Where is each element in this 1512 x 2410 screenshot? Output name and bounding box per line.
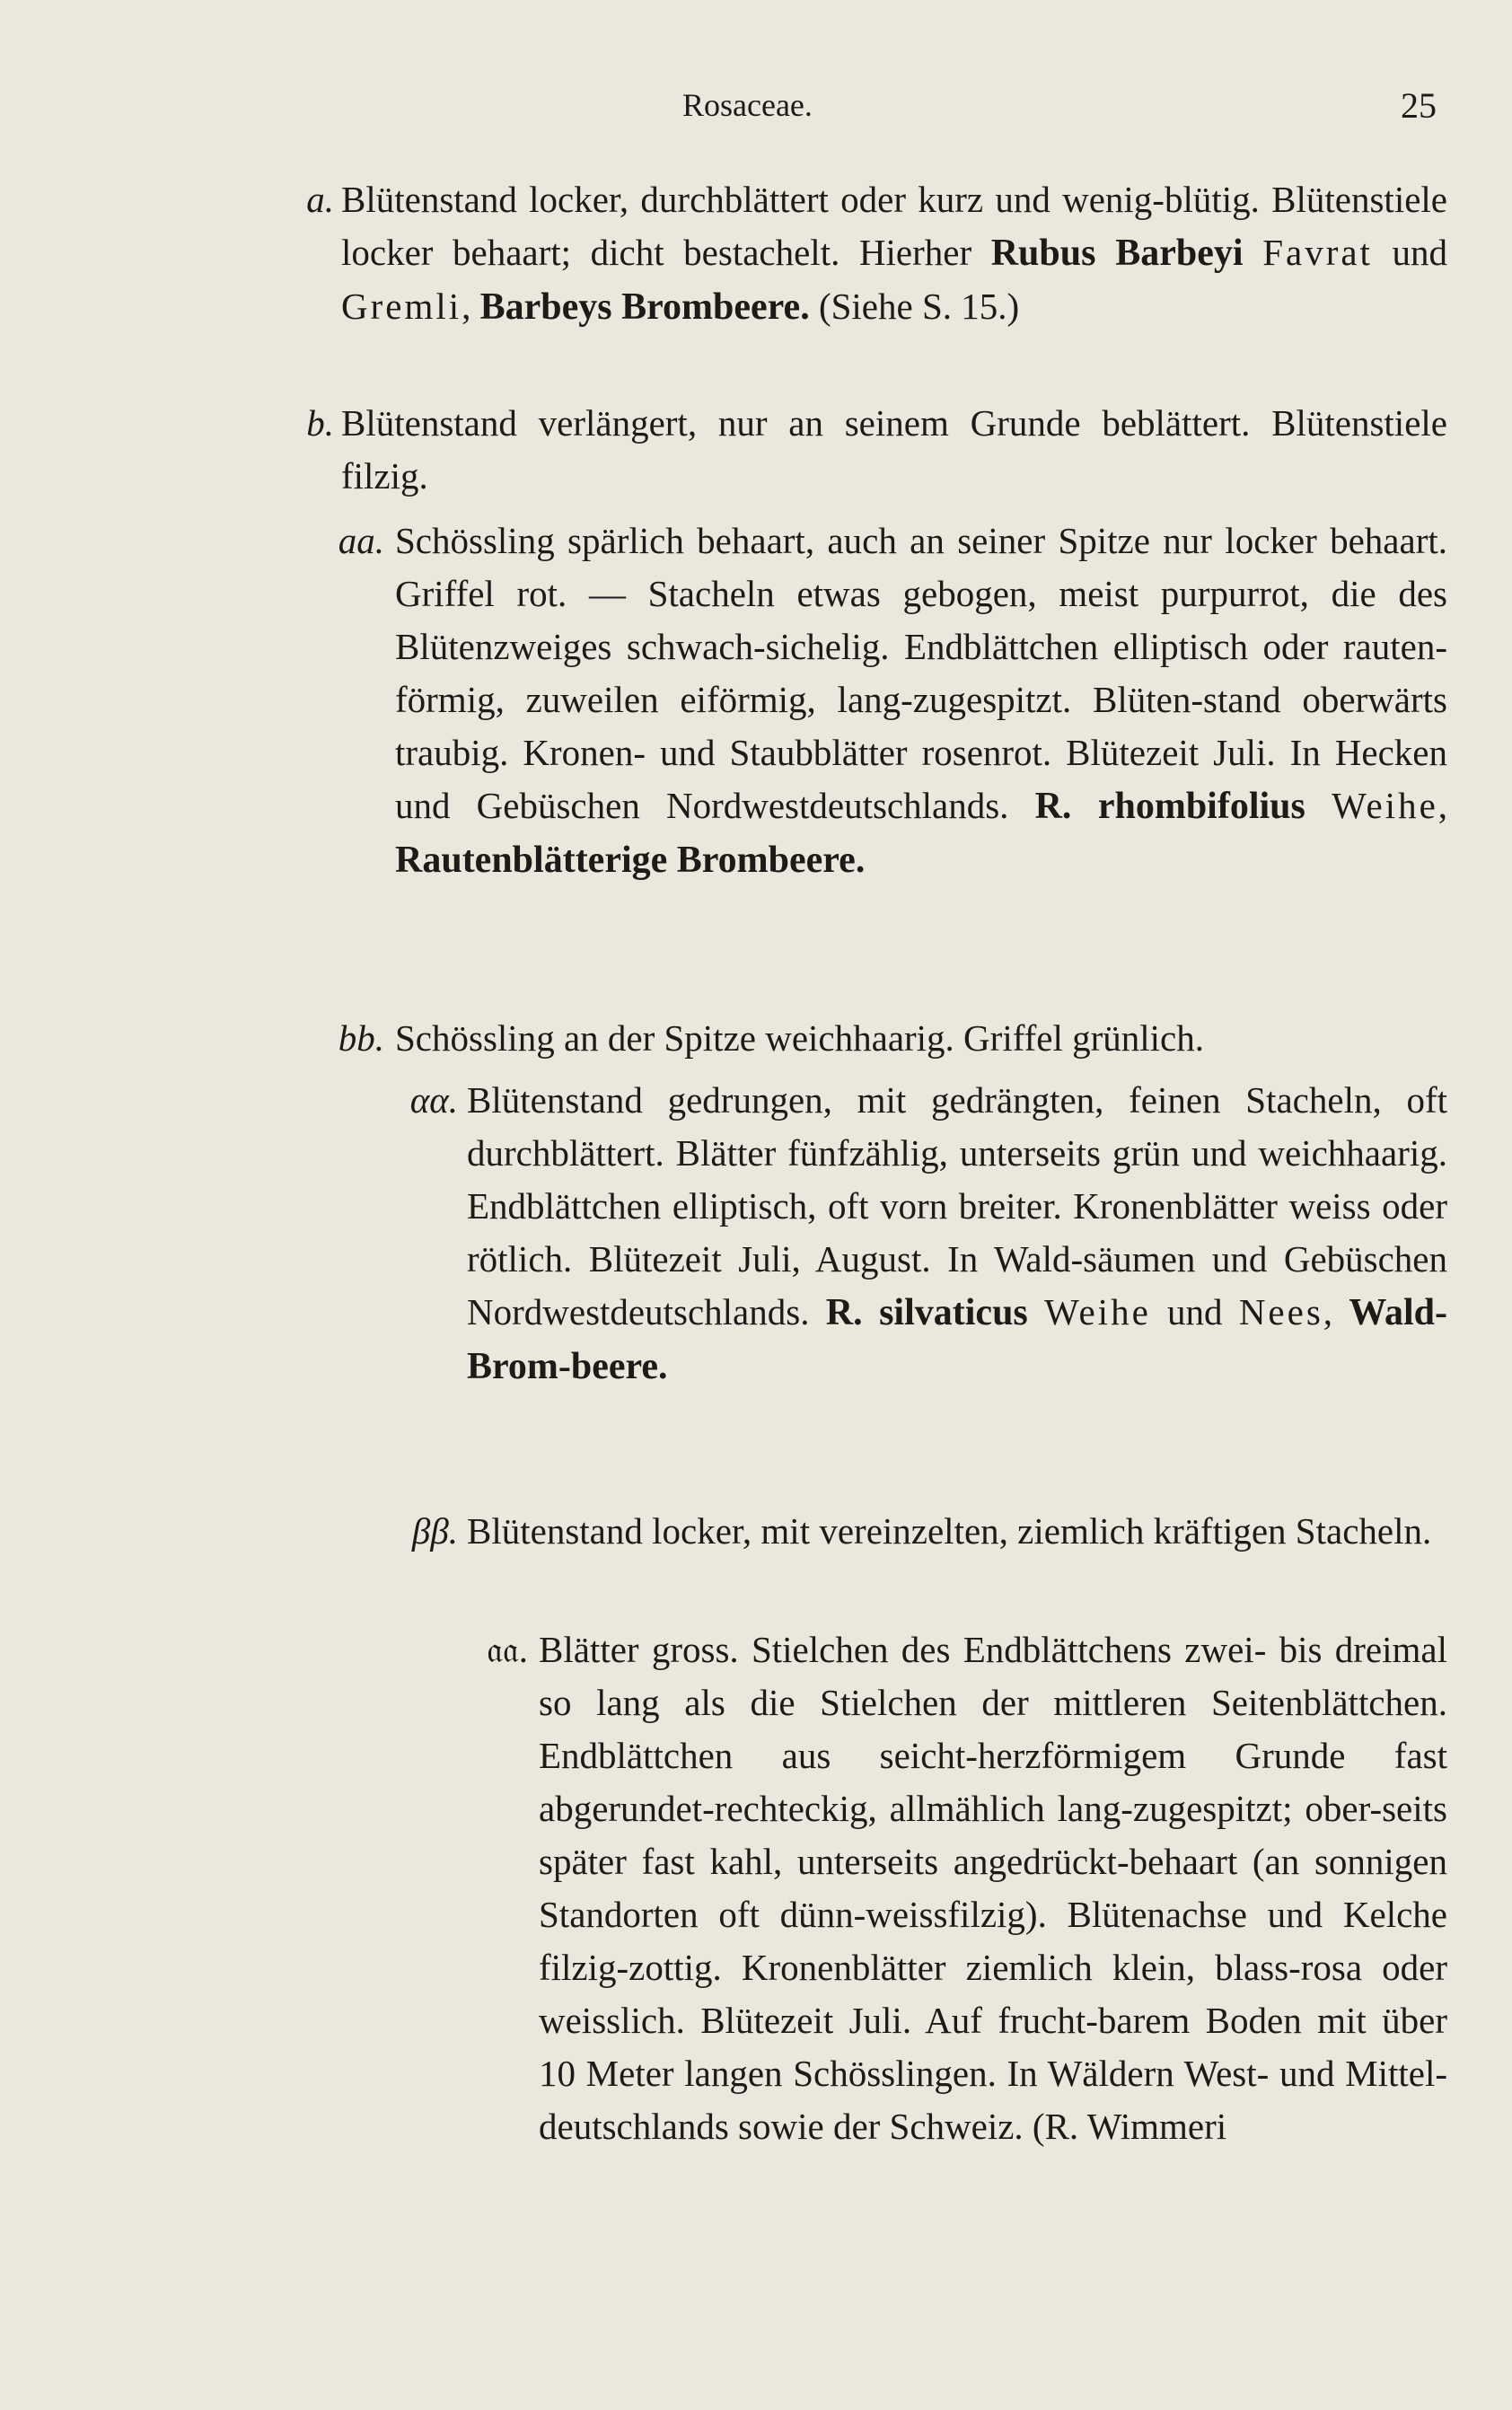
text-run (1244, 232, 1263, 273)
text-run: Schössling an der Spitze weichhaarig. Griffel grünlich. (395, 1017, 1204, 1059)
text-run: Blütenstand locker, mit vereinzelten, ziemlich kräftigen Stacheln. (467, 1510, 1432, 1552)
text-run (1028, 1291, 1044, 1333)
key-entry (487, 1623, 1447, 2153)
text-run: Blütenstand locker, durchblättert oder kurz und wenig-blütig. Blütenstiele locker behaart; dicht bestachelt. Hierher (341, 179, 1447, 273)
key-entry (306, 397, 1447, 503)
text-run: und (1150, 1291, 1239, 1333)
author-name: Nees (1238, 1291, 1323, 1333)
key-label: ββ. (411, 1510, 458, 1552)
taxon-name: Wald-Brom-beere. (467, 1292, 1448, 1387)
key-label: a. (306, 179, 334, 220)
text-run: Blätter gross. Stielchen des Endblättchens zwei- bis dreimal so lang als die Stielchen der mittleren Seitenblättchen. Endblättchen aus seicht-herzförmigem Grunde fast abgerundet-rechteckig, allmählich lang-zugespitzt; ober-seits später fast kahl, unterseits angedrückt-behaart (an sonnigen Standorten oft dünn-weissfilzig). Blütenachse und Kelche filzig-zottig. Kronenblätter ziemlich klein, blass-rosa oder weisslich. Blütezeit Juli. Auf frucht-barem Boden mit über 10 Meter langen Schösslingen. In Wäldern West- und Mittel-deutschlands sowie der Schweiz. (R. Wimmeri (539, 1629, 1447, 2147)
text-run: , (462, 286, 480, 327)
text-run: Blütenstand gedrungen, mit gedrängten, feinen Stacheln, oft durchblättert. Blätter fünfzählig, unterseits grün und weichhaarig. Endblättchen elliptisch, oft vorn breiter. Kronenblätter weiss oder rötlich. Blütezeit Juli, August. In Wald-säumen und Gebüschen Nordwestdeutschlands. (467, 1079, 1447, 1333)
key-label: bb. (338, 1017, 384, 1059)
key-text (467, 1505, 1447, 1558)
key-text (467, 1074, 1447, 1394)
taxon-name: R. rhombifolius (1034, 786, 1305, 827)
text-run: Schössling spärlich behaart, auch an seiner Spitze nur locker behaart. Griffel rot. — Stacheln etwas gebogen, meist purpurrot, die des Blütenzweiges schwach-sichelig. Endblättchen elliptisch oder rauten-förmig, zuweilen eiförmig, lang-zugespitzt. Blüten-stand oberwärts traubig. Kronen- und Staubblätter rosenrot. Blütezeit Juli. In Hecken und Gebüschen Nordwestdeutschlands. (395, 520, 1447, 826)
text-run: Blütenstand verlängert, nur an seinem Grunde beblättert. Blütenstiele filzig. (341, 402, 1447, 497)
taxon-name: Rubus Barbeyi (990, 233, 1244, 274)
key-label: αα. (409, 1079, 458, 1121)
taxon-name: R. silvaticus (825, 1292, 1028, 1333)
author-name: Weihe (1044, 1291, 1151, 1333)
running-title: Rosaceae. (682, 87, 813, 123)
key-text (395, 1012, 1447, 1065)
page-header (0, 79, 1512, 124)
text-run: und (1372, 232, 1448, 273)
key-text (341, 397, 1447, 503)
key-entry (338, 515, 1448, 887)
taxon-name: Barbeys Brombeere. (479, 286, 810, 328)
text-run: , (1323, 1291, 1349, 1333)
key-text (341, 173, 1447, 334)
key-entry (409, 1074, 1448, 1394)
key-label: b. (306, 402, 334, 444)
key-entry (411, 1505, 1447, 1558)
text-run (1305, 785, 1332, 826)
key-label: 𝔞𝔞. (487, 1629, 528, 1670)
text-run: , (1437, 785, 1448, 826)
key-text (395, 515, 1447, 887)
page-number: 25 (1401, 85, 1437, 126)
author-name: Weihe (1332, 785, 1438, 826)
key-text (539, 1623, 1447, 2153)
key-label: aa. (338, 520, 384, 561)
author-name: Gremli (341, 286, 462, 327)
text-run: (Siehe S. 15.) (809, 286, 1020, 327)
author-name: Favrat (1262, 232, 1373, 273)
taxon-name: Rautenblätterige Brombeere. (395, 840, 866, 881)
key-entry (306, 173, 1448, 334)
key-entry (338, 1012, 1447, 1065)
